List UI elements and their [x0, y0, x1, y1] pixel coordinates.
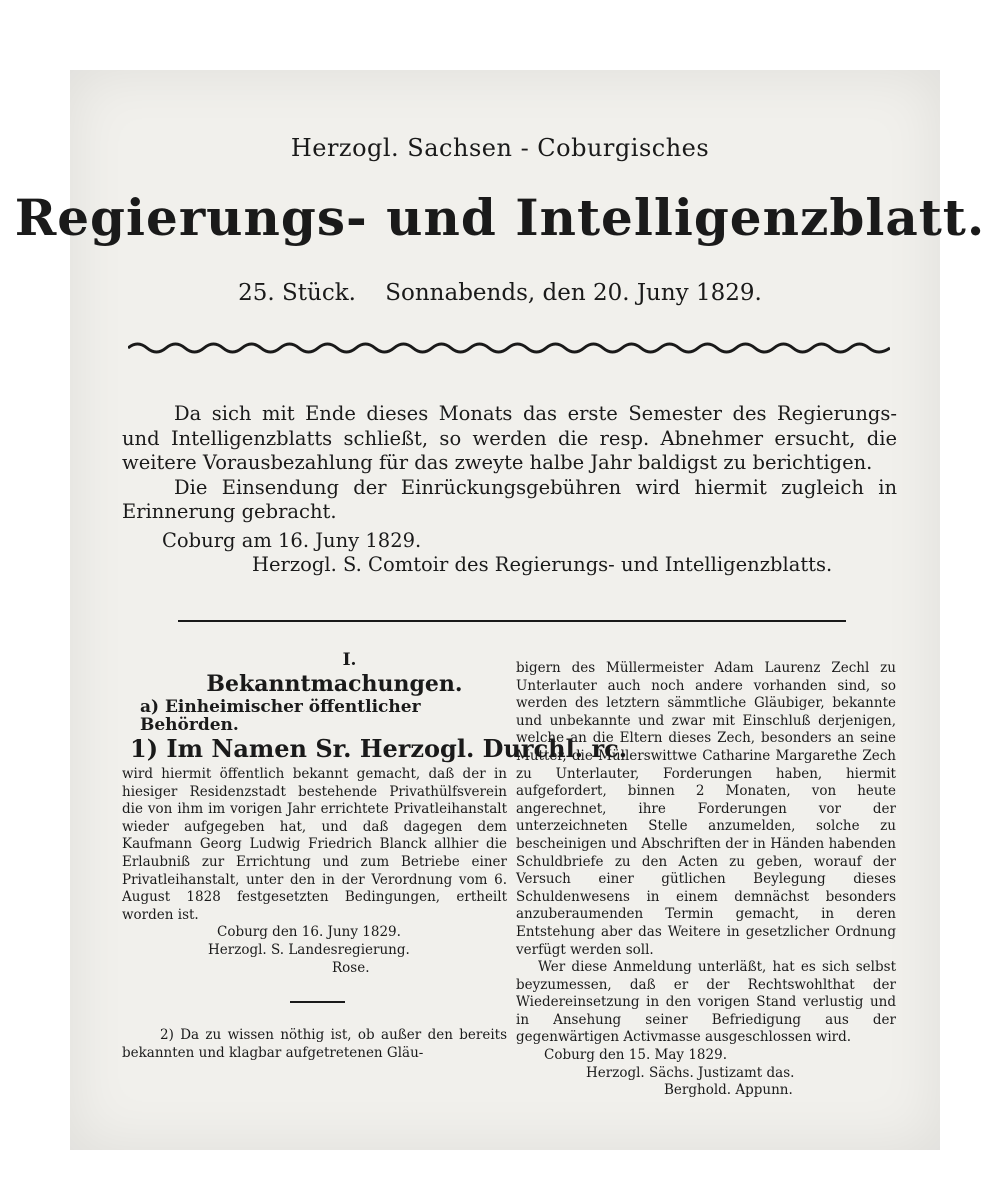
item-dateline: Coburg den 16. Juny 1829. [217, 924, 401, 941]
item-body: 2) Da zu wissen nöthig ist, ob außer den bereits bekannten und klagbar aufgetretenen Gläu- [122, 1027, 507, 1061]
section-divider [178, 620, 846, 622]
issue-line [0, 280, 1000, 306]
item-body: wird hiermit öffentlich bekannt gemacht, daß der in hiesiger Residenzstadt bestehende Privathülfsverein die von ihm im vorigen Jahr errichtete Privatleihanstalt wieder aufgegeben hat, und daß dagegen dem Kaufmann Georg Ludwig Friedrich Blanck allhier die Erlaubniß zur Errichtung und zum Betriebe einer Privatleihanstalt, unter den in der Verordnung vom 6. August 1828 festgesetzten Bedingungen, ertheilt worden ist. [122, 765, 507, 923]
section-number: I. [342, 650, 357, 670]
notice-signature: Herzogl. S. Comtoir des Regierungs- und Intelligenzblatts. [252, 553, 833, 576]
wavy-divider [128, 338, 890, 358]
left-column [122, 650, 628, 1062]
item-signature-name: Berghold. Appunn. [664, 1082, 793, 1099]
item-signature-authority: Herzogl. S. Landesregierung. [208, 941, 410, 958]
item-signature-authority: Herzogl. Sächs. Justizamt das. [586, 1064, 795, 1081]
issue-date: Sonnabends, den 20. Juny 1829. [385, 280, 762, 306]
item-body: bigern des Müllermeister Adam Laurenz Zechl zu Unterlauter auch noch andere vorhanden sind, so werden des letztern sämmtliche Gläubiger, bekannte und unbekannte und zwar mit Einschluß derjenigen, welche an die Eltern dieses Zech, besonders an seine Mutter, die Müllerswittwe Catharine Margarethe Zech zu Unterlauter, Forderungen haben, hiermit aufgefordert, binnen 2 Monaten, von heute angerechnet, ihre Forderungen vor der unterzeichneten Stelle anzumelden, solche zu bescheinigen und Abschriften der in Händen habenden Schuldbriefe zu den Acten zu geben, worauf der Versuch einer gütlichen Beylegung dieses Schuldenwesens in einem demnächst besonders anzuberaumenden Termin gemacht, in deren Entstehung aber das Weitere in gesetzlicher Ordnung verfügt werden soll. [516, 660, 896, 958]
item-dateline: Coburg den 15. May 1829. [544, 1047, 727, 1064]
right-column [516, 660, 896, 1100]
subscription-notice [122, 402, 897, 578]
masthead-title: Regierungs- und Intelligenzblatt. [14, 188, 986, 247]
item-divider [290, 1001, 345, 1003]
masthead-subtitle: Herzogl. Sachsen - Coburgisches [290, 134, 710, 162]
subsection-heading: a) Einheimischer öffentlicher Behörden. [140, 697, 421, 735]
issue-number: 25. Stück. [238, 280, 356, 306]
section-title: Bekanntmachungen. [206, 670, 463, 697]
item-body: Wer diese Anmeldung unterläßt, hat es sich selbst beyzumessen, daß er der Rechtswohlthat der Wiedereinsetzung in den vorigen Stand verlustig und in Ansehung seiner Befriedigung aus der gegenwärtigen Activmasse ausgeschlossen wird. [516, 959, 896, 1046]
item-heading: 1) Im Namen Sr. Herzogl. Durchl. rc. [130, 734, 628, 764]
notice-paragraph: Die Einsendung der Einrückungsgebühren wird hiermit zugleich in Erinnerung gebracht. [122, 475, 897, 523]
notice-paragraph: Da sich mit Ende dieses Monats das erste Semester des Regierungs- und Intelligenzblatts schließt, so werden die resp. Abnehmer ersucht, die weitere Vorausbezahlung für das zweyte halbe Jahr baldigst zu berichtigen. [122, 402, 897, 474]
notice-dateline: Coburg am 16. Juny 1829. [162, 528, 422, 552]
item-signature-name: Rose. [332, 959, 370, 976]
